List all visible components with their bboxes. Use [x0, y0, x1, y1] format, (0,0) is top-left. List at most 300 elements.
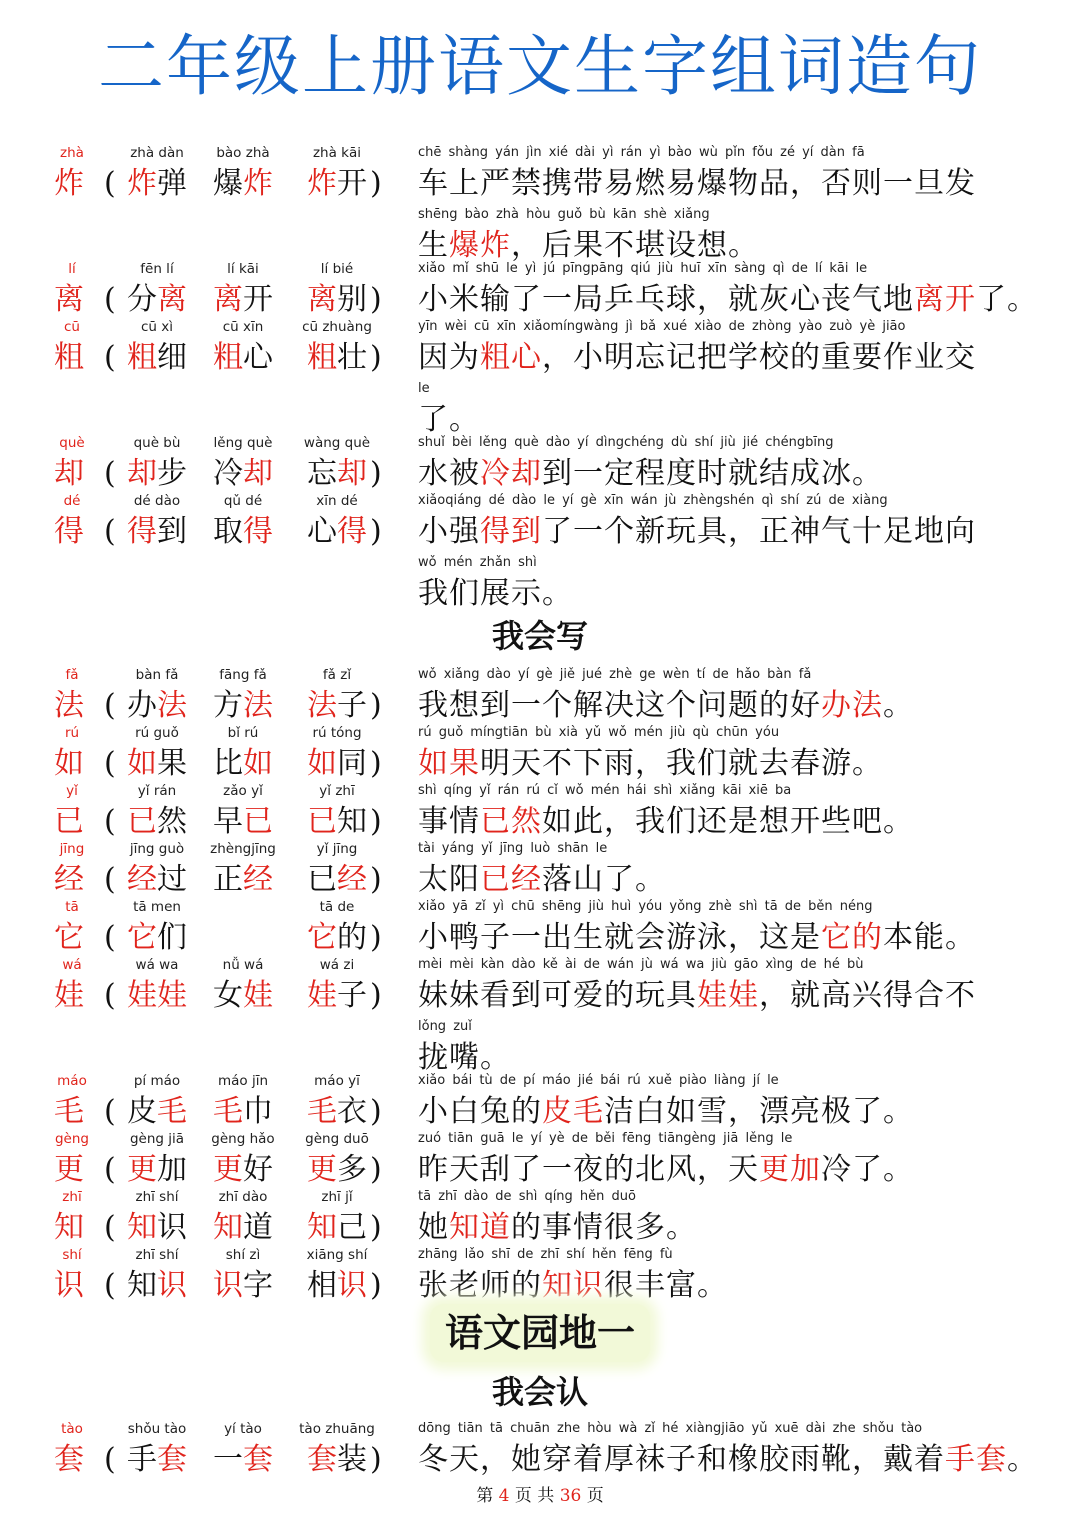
close-paren: ) [370, 456, 382, 491]
compound-word [298, 838, 376, 900]
compound-pinyin: tā de [319, 899, 355, 915]
section-heading-garden: 语文园地一 [430, 1304, 650, 1362]
compound-hanzi: 它们 [127, 920, 187, 955]
page-footer [0, 1484, 1080, 1508]
close-paren: ) [370, 340, 382, 375]
example-sentence [418, 1244, 1048, 1306]
head-pinyin: gèng [54, 1131, 89, 1147]
compound-pinyin: gèng jiā [129, 1131, 185, 1147]
compound-pinyin: shǒu tào [127, 1421, 187, 1437]
head-hanzi: 毛 [54, 1094, 84, 1129]
head-pinyin: tào [61, 1421, 83, 1437]
compound-hanzi: 法子 [307, 688, 367, 723]
compound-hanzi: 更加 [127, 1152, 187, 1187]
head-pinyin: cū [64, 319, 80, 335]
compound-word [298, 954, 376, 1016]
sentence-pinyin: chē shàng yán jìn xié dài yì rán yì bào wù pǐn fǒu zé yí dàn fā [418, 145, 865, 160]
compound-word [118, 1070, 196, 1132]
open-paren: ( [104, 282, 116, 317]
word-group [54, 664, 394, 724]
example-sentence [418, 1128, 1048, 1190]
compound-pinyin [204, 896, 282, 918]
compound-word [118, 432, 196, 494]
compound-word [204, 1418, 282, 1480]
compound-word [118, 316, 196, 378]
word-group [54, 432, 394, 492]
compound-word [118, 664, 196, 726]
compound-hanzi [204, 918, 282, 958]
head-character [54, 1418, 90, 1480]
compound-hanzi: 炸开 [307, 166, 367, 201]
word-group [54, 954, 394, 1014]
sentence-pinyin: xiǎo mǐ shū le yì jú pīngpāng qiú jiù huī xīn sàng qì de lí kāi le [418, 261, 868, 276]
compound-pinyin: xiāng shí [306, 1247, 368, 1263]
head-character [54, 142, 90, 204]
footer-prefix: 第 [476, 1486, 494, 1506]
sentence-pinyin: shēng bào zhà hòu guǒ bù kān shè xiǎng [418, 207, 710, 222]
compound-pinyin: cū xì [140, 319, 173, 335]
close-paren: ) [370, 746, 382, 781]
example-sentence [418, 1070, 1048, 1132]
footer-mid: 页 共 [514, 1486, 555, 1506]
compound-hanzi: 早已 [213, 804, 273, 839]
compound-word [204, 1128, 282, 1190]
open-paren: ( [104, 862, 116, 897]
close-paren: ) [370, 804, 382, 839]
compound-hanzi: 更多 [307, 1152, 367, 1187]
open-paren: ( [104, 746, 116, 781]
compound-word [204, 780, 282, 842]
sentence-hanzi: 因为粗心，小明忘记把学校的重要作业交 [418, 340, 976, 375]
sentence-hanzi: 太阳已经落山了。 [418, 862, 666, 897]
sentence-pinyin: tài yáng yǐ jīng luò shān le [418, 841, 608, 856]
compound-word [298, 316, 376, 378]
example-sentence [418, 258, 1048, 320]
head-pinyin: yǐ [66, 783, 78, 799]
compound-word [204, 954, 282, 1016]
compound-hanzi: 知识 [127, 1268, 187, 1303]
word-group [54, 1070, 394, 1130]
compound-word [118, 954, 196, 1016]
example-sentence [418, 838, 1048, 900]
head-hanzi: 已 [54, 804, 84, 839]
compound-hanzi: 娃娃 [127, 978, 187, 1013]
compound-pinyin: fēn lí [140, 261, 174, 277]
word-group [54, 1128, 394, 1188]
sentence-hanzi: 小米输了一局乒乓球，就灰心丧气地离开了。 [418, 282, 1038, 317]
compound-word [204, 142, 282, 204]
close-paren: ) [370, 514, 382, 549]
compound-pinyin: pí máo [133, 1073, 181, 1089]
head-hanzi: 粗 [54, 340, 84, 375]
word-group [54, 1418, 394, 1478]
compound-hanzi: 毛巾 [213, 1094, 273, 1129]
close-paren: ) [370, 166, 382, 201]
word-group [54, 258, 394, 318]
compound-hanzi: 忘却 [307, 456, 367, 491]
compound-word [298, 1128, 376, 1190]
compound-hanzi: 知己 [307, 1210, 367, 1245]
sentence-hanzi: 小白兔的皮毛洁白如雪，漂亮极了。 [418, 1094, 914, 1129]
compound-pinyin: zhī jǐ [321, 1189, 353, 1205]
sentence-hanzi: 小强得到了一个新玩具，正神气十足地向 [418, 514, 976, 549]
compound-word [298, 1070, 376, 1132]
compound-word [204, 664, 282, 726]
compound-pinyin: zhī shí [135, 1189, 179, 1205]
sentence-pinyin: le [418, 381, 430, 396]
compound-word [298, 664, 376, 726]
compound-pinyin: gèng duō [305, 1131, 369, 1147]
head-pinyin: zhà [60, 145, 84, 161]
compound-pinyin: qǔ dé [223, 493, 263, 509]
head-character [54, 838, 90, 900]
compound-pinyin: wá wa [135, 957, 179, 973]
open-paren: ( [104, 1210, 116, 1245]
sentence-pinyin: dōng tiān tā chuān zhe hòu wà zǐ hé xiàngjiāo yǔ xuē dài zhe shǒu tào [418, 1421, 923, 1436]
compound-hanzi: 分离 [127, 282, 187, 317]
sentence-hanzi: 拢嘴。 [418, 1040, 511, 1075]
close-paren: ) [370, 1094, 382, 1129]
compound-hanzi: 如果 [127, 746, 187, 781]
sentence-pinyin: mèi mèi kàn dào kě ài de wán jù wá wa jiù gāo xìng de hé bù [418, 957, 864, 972]
head-character [54, 896, 90, 958]
head-pinyin: rú [64, 725, 80, 741]
compound-hanzi: 识字 [213, 1268, 273, 1303]
sentence-hanzi: 小鸭子一出生就会游泳，这是它的本能。 [418, 920, 976, 955]
compound-word [204, 490, 282, 552]
word-group [54, 490, 394, 550]
compound-pinyin: zhà dàn [130, 145, 184, 161]
sentence-pinyin: wǒ mén zhǎn shì [418, 555, 537, 570]
compound-hanzi: 已知 [307, 804, 367, 839]
compound-hanzi: 更好 [213, 1152, 273, 1187]
footer-page-number: 4 [498, 1486, 510, 1506]
compound-hanzi: 心得 [307, 514, 367, 549]
compound-pinyin: jīng guò [129, 841, 185, 857]
compound-pinyin: cū zhuàng [302, 319, 372, 335]
sentence-hanzi: 了。 [418, 402, 480, 437]
compound-word [298, 1244, 376, 1306]
section-heading-recognize: 我会认 [491, 1373, 588, 1411]
close-paren: ) [370, 1442, 382, 1477]
compound-pinyin: gèng hǎo [211, 1131, 275, 1147]
sentence-hanzi: 生爆炸，后果不堪设想。 [418, 228, 759, 263]
compound-hanzi: 粗壮 [307, 340, 367, 375]
head-hanzi: 娃 [54, 978, 84, 1013]
sentence-pinyin: zuó tiān guā le yí yè de běi fēng tiāngèng jiā lěng le [418, 1131, 793, 1146]
compound-hanzi: 如同 [307, 746, 367, 781]
example-sentence [418, 954, 1048, 1078]
compound-word [298, 142, 376, 204]
head-pinyin: fǎ [65, 667, 79, 683]
compound-hanzi: 却步 [127, 456, 187, 491]
head-character [54, 316, 90, 378]
sentence-pinyin: yīn wèi cū xīn xiǎomíngwàng jì bǎ xué xiào de zhòng yào zuò yè jiāo [418, 319, 906, 334]
example-sentence [418, 1418, 1048, 1480]
word-group [54, 838, 394, 898]
sentence-pinyin: lǒng zuǐ [418, 1019, 472, 1034]
head-character [54, 432, 90, 494]
compound-word [118, 1186, 196, 1248]
word-group [54, 896, 394, 956]
compound-hanzi: 知识 [127, 1210, 187, 1245]
compound-pinyin: zhī dào [218, 1189, 268, 1205]
head-pinyin: zhī [62, 1189, 82, 1205]
head-character [54, 1128, 90, 1190]
compound-hanzi: 炸弹 [127, 166, 187, 201]
compound-word [118, 142, 196, 204]
close-paren: ) [370, 1152, 382, 1187]
close-paren: ) [370, 920, 382, 955]
compound-word [118, 780, 196, 842]
compound-word [298, 258, 376, 320]
close-paren: ) [370, 688, 382, 723]
sentence-hanzi: 我们展示。 [418, 576, 573, 611]
head-hanzi: 套 [54, 1442, 84, 1477]
example-sentence [418, 142, 1048, 266]
open-paren: ( [104, 1094, 116, 1129]
compound-pinyin: bǐ rú [227, 725, 259, 741]
compound-pinyin: què bù [133, 435, 181, 451]
compound-word [298, 1186, 376, 1248]
compound-hanzi: 离开 [213, 282, 273, 317]
open-paren: ( [104, 1152, 116, 1187]
compound-hanzi: 办法 [127, 688, 187, 723]
compound-pinyin: lěng què [213, 435, 273, 451]
head-hanzi: 却 [54, 456, 84, 491]
sentence-pinyin: rú guǒ míngtiān bù xià yǔ wǒ mén jiù qù chūn yóu [418, 725, 780, 740]
compound-pinyin: lí kāi [227, 261, 259, 277]
head-character [54, 1070, 90, 1132]
footer-suffix: 页 [586, 1486, 604, 1506]
head-hanzi: 得 [54, 514, 84, 549]
compound-pinyin: yí tào [224, 1421, 262, 1437]
compound-word [204, 1186, 282, 1248]
sentence-pinyin: zhāng lǎo shī de zhī shí hěn fēng fù [418, 1247, 673, 1262]
sentence-pinyin: xiǎoqiáng dé dào le yí gè xīn wán jù zhèngshén qì shí zú de xiàng [418, 493, 888, 508]
head-pinyin: què [59, 435, 85, 451]
head-pinyin: shí [62, 1247, 82, 1263]
close-paren: ) [370, 862, 382, 897]
open-paren: ( [104, 920, 116, 955]
compound-word [118, 722, 196, 784]
compound-word [118, 490, 196, 552]
compound-word [118, 1244, 196, 1306]
compound-word [298, 722, 376, 784]
sentence-hanzi: 昨天刮了一夜的北风，天更加冷了。 [418, 1152, 914, 1187]
head-hanzi: 炸 [54, 166, 84, 201]
compound-word [204, 1070, 282, 1132]
compound-hanzi: 已然 [127, 804, 187, 839]
word-group [54, 722, 394, 782]
section-heading-write: 我会写 [491, 617, 588, 655]
compound-pinyin: máo yī [314, 1073, 360, 1089]
open-paren: ( [104, 804, 116, 839]
head-hanzi: 知 [54, 1210, 84, 1245]
word-group [54, 1244, 394, 1304]
compound-word [298, 896, 376, 958]
compound-hanzi: 正经 [213, 862, 273, 897]
example-sentence [418, 722, 1048, 784]
word-group [54, 316, 394, 376]
sentence-hanzi: 水被冷却到一定程度时就结成冰。 [418, 456, 883, 491]
open-paren: ( [104, 340, 116, 375]
open-paren: ( [104, 978, 116, 1013]
open-paren: ( [104, 514, 116, 549]
open-paren: ( [104, 166, 116, 201]
head-hanzi: 识 [54, 1268, 84, 1303]
compound-hanzi: 娃子 [307, 978, 367, 1013]
head-hanzi: 如 [54, 746, 84, 781]
close-paren: ) [370, 1210, 382, 1245]
head-pinyin: jīng [59, 841, 85, 857]
word-group [54, 780, 394, 840]
compound-hanzi: 粗心 [213, 340, 273, 375]
example-sentence [418, 432, 1048, 494]
compound-hanzi: 知道 [213, 1210, 273, 1245]
compound-pinyin: yǐ jīng [316, 841, 358, 857]
compound-pinyin: xīn dé [316, 493, 358, 509]
sentence-hanzi: 事情已然如此，我们还是想开些吧。 [418, 804, 914, 839]
compound-pinyin: zhī shí [135, 1247, 179, 1263]
head-hanzi: 更 [54, 1152, 84, 1187]
head-pinyin: lí [68, 261, 76, 277]
example-sentence [418, 1186, 1048, 1248]
compound-pinyin: wá zi [319, 957, 355, 973]
compound-pinyin: zhèngjīng [210, 841, 276, 857]
compound-pinyin: shí zì [225, 1247, 261, 1263]
compound-word [118, 1418, 196, 1480]
compound-pinyin: fāng fǎ [219, 667, 267, 683]
head-character [54, 780, 90, 842]
sentence-hanzi: 张老师的知识很丰富。 [418, 1268, 728, 1303]
sentence-pinyin: wǒ xiǎng dào yí gè jiě jué zhè ge wèn tí de hǎo bàn fǎ [418, 667, 812, 682]
compound-hanzi: 皮毛 [127, 1094, 187, 1129]
sentence-pinyin: tā zhī dào de shì qíng hěn duō [418, 1189, 636, 1204]
compound-hanzi: 取得 [213, 514, 273, 549]
compound-hanzi: 手套 [127, 1442, 187, 1477]
head-character [54, 664, 90, 726]
example-sentence [418, 780, 1048, 842]
compound-hanzi: 女娃 [213, 978, 273, 1013]
head-hanzi: 它 [54, 920, 84, 955]
compound-pinyin: rú guǒ [135, 725, 179, 741]
compound-pinyin: lí bié [320, 261, 354, 277]
close-paren: ) [370, 1268, 382, 1303]
head-character [54, 722, 90, 784]
head-pinyin: máo [57, 1073, 87, 1089]
word-group [54, 142, 394, 202]
head-hanzi: 离 [54, 282, 84, 317]
compound-word [204, 896, 282, 958]
compound-hanzi: 毛衣 [307, 1094, 367, 1129]
compound-hanzi: 冷却 [213, 456, 273, 491]
example-sentence [418, 490, 1048, 614]
compound-hanzi: 它的 [307, 920, 367, 955]
compound-pinyin: dé dào [133, 493, 181, 509]
compound-pinyin: yǐ zhī [319, 783, 355, 799]
compound-word [298, 1418, 376, 1480]
open-paren: ( [104, 1442, 116, 1477]
compound-word [204, 432, 282, 494]
compound-word [118, 896, 196, 958]
compound-hanzi: 离别 [307, 282, 367, 317]
compound-pinyin: zǎo yǐ [223, 783, 263, 799]
compound-hanzi: 方法 [213, 688, 273, 723]
compound-hanzi: 经过 [127, 862, 187, 897]
head-hanzi: 经 [54, 862, 84, 897]
compound-pinyin: bàn fǎ [135, 667, 179, 683]
compound-word [204, 1244, 282, 1306]
compound-word [118, 258, 196, 320]
compound-pinyin: bào zhà [216, 145, 270, 161]
compound-hanzi: 一套 [213, 1442, 273, 1477]
compound-pinyin: tào zhuāng [299, 1421, 375, 1437]
sentence-hanzi: 冬天，她穿着厚袜子和橡胶雨靴，戴着手套。 [418, 1442, 1038, 1477]
compound-pinyin: wàng què [303, 435, 371, 451]
sentence-hanzi: 妹妹看到可爱的玩具娃娃，就高兴得合不 [418, 978, 976, 1013]
head-character [54, 490, 90, 552]
compound-pinyin: nǚ wá [222, 957, 264, 973]
compound-pinyin: fǎ zǐ [322, 667, 352, 683]
compound-hanzi: 相识 [307, 1268, 367, 1303]
footer-total-pages: 36 [559, 1486, 582, 1506]
head-pinyin: tā [65, 899, 79, 915]
close-paren: ) [370, 282, 382, 317]
head-pinyin: dé [63, 493, 81, 509]
example-sentence [418, 896, 1048, 958]
compound-hanzi: 套装 [307, 1442, 367, 1477]
compound-hanzi: 粗细 [127, 340, 187, 375]
compound-pinyin: yǐ rán [137, 783, 177, 799]
compound-word [204, 258, 282, 320]
example-sentence [418, 316, 1048, 440]
word-group [54, 1186, 394, 1246]
open-paren: ( [104, 1268, 116, 1303]
head-character [54, 258, 90, 320]
compound-word [298, 780, 376, 842]
open-paren: ( [104, 688, 116, 723]
compound-hanzi: 得到 [127, 514, 187, 549]
sentence-pinyin: xiǎo yā zǐ yì chū shēng jiù huì yóu yǒng zhè shì tā de běn néng [418, 899, 873, 914]
compound-word [298, 490, 376, 552]
page-title: 二年级上册语文生字组词造句 [98, 28, 982, 105]
compound-pinyin: tā men [133, 899, 181, 915]
compound-word [118, 838, 196, 900]
compound-pinyin: cū xīn [222, 319, 264, 335]
head-character [54, 1186, 90, 1248]
compound-hanzi: 比如 [213, 746, 273, 781]
sentence-hanzi: 如果明天不下雨，我们就去春游。 [418, 746, 883, 781]
sentence-hanzi: 车上严禁携带易燃易爆物品，否则一旦发 [418, 166, 976, 201]
open-paren: ( [104, 456, 116, 491]
compound-pinyin: rú tóng [312, 725, 362, 741]
compound-hanzi: 爆炸 [213, 166, 273, 201]
compound-word [298, 432, 376, 494]
sentence-pinyin: shì qíng yǐ rán rú cǐ wǒ mén hái shì xiǎng kāi xiē ba [418, 783, 792, 798]
example-sentence [418, 664, 1048, 726]
compound-word [204, 722, 282, 784]
head-pinyin: wá [62, 957, 82, 973]
compound-hanzi: 已经 [307, 862, 367, 897]
head-character [54, 1244, 90, 1306]
compound-word [204, 316, 282, 378]
sentence-pinyin: xiǎo bái tù de pí máo jié bái rú xuě piào liàng jí le [418, 1073, 779, 1088]
compound-word [118, 1128, 196, 1190]
compound-pinyin: máo jīn [217, 1073, 269, 1089]
sentence-hanzi: 她知道的事情很多。 [418, 1210, 697, 1245]
close-paren: ) [370, 978, 382, 1013]
